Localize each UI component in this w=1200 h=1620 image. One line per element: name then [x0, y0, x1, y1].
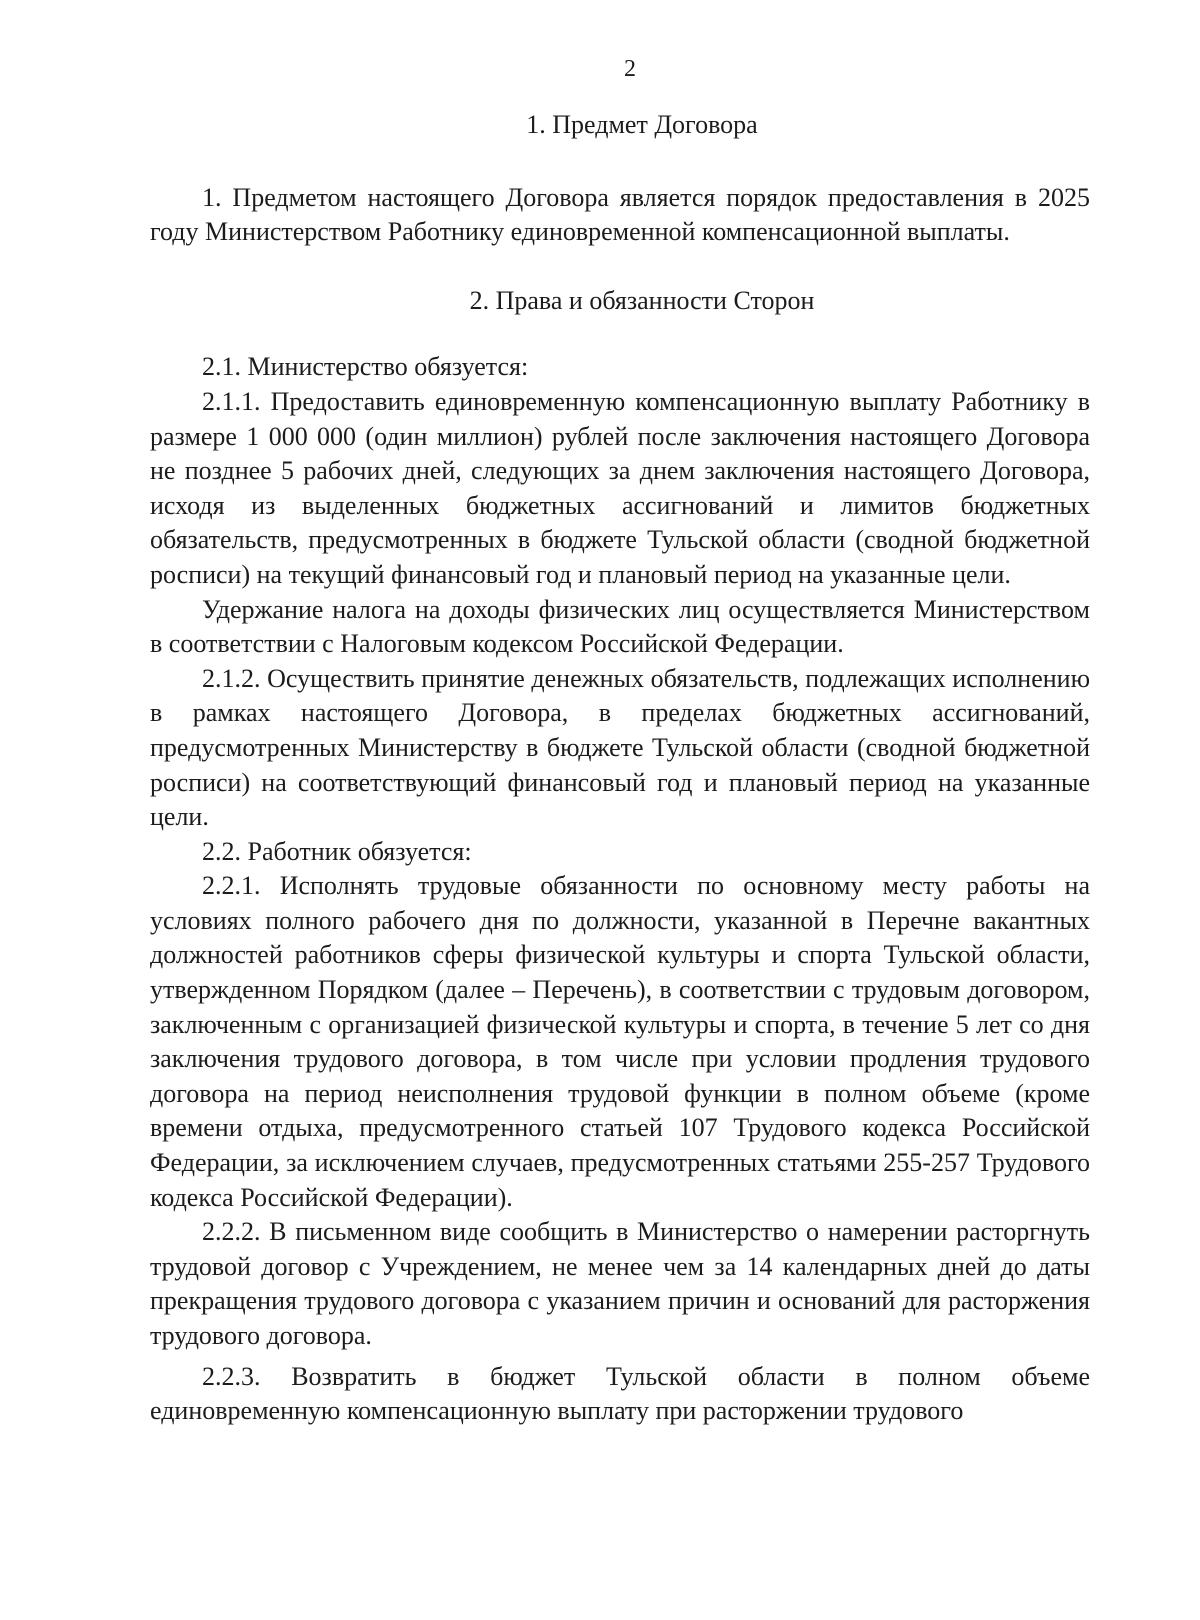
paragraph-tax: Удержание налога на доходы физических лиц осуществляется Министерством в соответствии с Налоговым кодексом Российской Федерации.: [150, 594, 1090, 659]
section-2-heading: 2. Права и обязанности Сторон: [469, 285, 815, 315]
paragraph-2-1: 2.1. Министерство обязуется:: [202, 352, 529, 382]
page-number: 2: [624, 56, 636, 82]
paragraph-1: 1. Предметом настоящего Договора является порядок предоставления в 2025 году Министерством Работнику единовременной компенсационной выплаты.: [150, 182, 1090, 247]
paragraph-2-2: 2.2. Работник обязуется:: [202, 836, 472, 866]
paragraph-2-1-2: 2.1.2. Осуществить принятие денежных обязательств, подлежащих исполнению в рамках настоящего Договора, в пределах бюджетных ассигнований, предусмотренных Министерству в бюджете Тульской области (сводной бюджетной росписи) на соответствующий финансовый год и плановый период на указанные цели.: [150, 663, 1090, 832]
paragraph-2-2-1: 2.2.1. Исполнять трудовые обязанности по основному месту работы на условиях полного рабочего дня по должности, указанной в Перечне вакантных должностей работников сферы физической культуры и спорта Тульской области, утвержденном Порядком (далее – Перечень), в соответствии с трудовым договором, заключенным с организацией физической культуры и спорта, в течение 5 лет со дня заключения трудового договора, в том числе при условии продления трудового договора на период неисполнения трудовой функции в полном объеме (кроме времени отдыха, предусмотренного статьей 107 Трудового кодекса Российской Федерации, за исключением случаев, предусмотренных статьями 255-257 Трудового кодекса Российской Федерации).: [150, 871, 1090, 1212]
section-1-heading: 1. Предмет Договора: [526, 110, 758, 139]
paragraph-2-2-2: 2.2.2. В письменном виде сообщить в Министерство о намерении расторгнуть трудовой договор с Учреждением, не менее чем за 14 календарных дней до даты прекращения трудового договора с указанием причин и оснований для расторжения трудового договора.: [150, 1217, 1090, 1350]
paragraph-2-1-1: 2.1.1. Предоставить единовременную компенсационную выплату Работнику в размере 1 000 000 (один миллион) рублей после заключения настоящего Договора не позднее 5 рабочих дней, следующих за днем заключения настоящего Договора, исходя из выделенных бюджетных ассигнований и лимитов бюджетных обязательств, предусмотренных в бюджете Тульской области (сводной бюджетной росписи) на текущий финансовый год и плановый период на указанные цели.: [150, 386, 1090, 589]
document-body: [150, 108, 1090, 1429]
paragraph-2-2-3: 2.2.3. Возвратить в бюджет Тульской области в полном объеме единовременную компенсационную выплату при расторжении трудового: [150, 1361, 1090, 1426]
